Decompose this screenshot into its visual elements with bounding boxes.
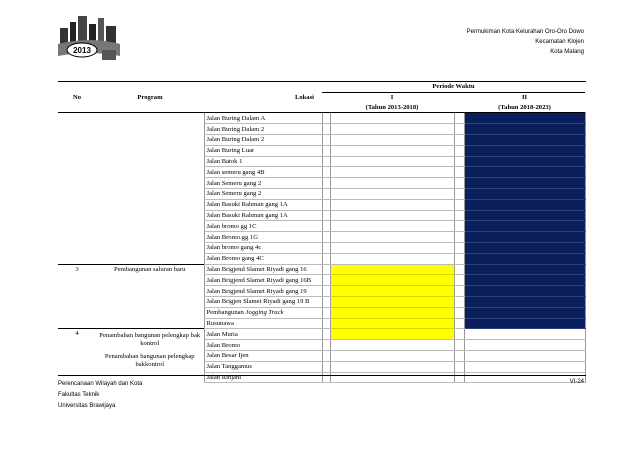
periode-1-cell [330, 134, 454, 145]
periode-2-cell [464, 232, 585, 243]
program-table [58, 82, 586, 383]
periode-2-cell [464, 253, 585, 264]
block-3-rows [58, 264, 585, 329]
table-row [58, 124, 585, 135]
periode-1-cell [330, 318, 454, 329]
lokasi-cell: Jalan Semeru gang 2 [204, 178, 322, 189]
periode-1-cell [330, 253, 454, 264]
program-name: Penambahan bangunan pelengkap bak kontrol [96, 329, 204, 351]
periode-2-cell [464, 145, 585, 156]
table-row [58, 210, 585, 221]
table-row [58, 156, 585, 167]
periode-1-cell [330, 275, 454, 286]
periode-2-cell [464, 210, 585, 221]
program-name: Penambahan bangunan pelengkap bakkontrol [104, 353, 195, 369]
page-header [467, 27, 584, 57]
col-p1-header: I [390, 94, 394, 102]
table-row [58, 296, 585, 307]
periode-1-cell [330, 329, 454, 340]
program-name: Pembangunan saluran baru [96, 264, 204, 275]
col-program-header: Program [137, 93, 163, 101]
lokasi-cell: Jalan Besar Ijen [204, 350, 322, 361]
lokasi-cell: Jalan Brigjend Slamet Riyadi gang 16B [204, 275, 322, 286]
table-row [58, 329, 585, 340]
header-line-2: Kecamatan Klojen [535, 39, 584, 45]
periode-1-cell [330, 210, 454, 221]
lokasi-cell: Jalan Bromo gg 1G [204, 232, 322, 243]
periode-2-cell [464, 340, 585, 351]
periode-2-cell [464, 178, 585, 189]
lokasi-cell: Jalan Buring Luar [204, 145, 322, 156]
page-number: VI-24 [569, 379, 584, 385]
periode-1-cell [330, 156, 454, 167]
lokasi-cell: Jalan Brigjen Slamet Riyadi gang 19 B [204, 296, 322, 307]
lokasi-cell: Jalan Rinjani [204, 372, 322, 383]
table-row [58, 134, 585, 145]
periode-2-cell [464, 113, 585, 124]
table-row [58, 113, 585, 124]
footer-divider [58, 375, 586, 376]
periode-1-cell [330, 221, 454, 232]
periode-1-cell [330, 232, 454, 243]
periode-2-cell [464, 264, 585, 275]
periode-1-cell [330, 145, 454, 156]
col-lokasi-header: Lokasi [294, 93, 314, 101]
lokasi-cell: Jalan bromo gg 1C [204, 221, 322, 232]
lokasi-cell: Jalan semeru gang 4B [204, 167, 322, 178]
lokasi-cell: Pembangunan Jogging Track [204, 307, 322, 318]
lokasi-cell: Jalan Buring Dalam A [204, 113, 322, 124]
row-number: 3 [58, 264, 96, 275]
periode-2-cell [464, 286, 585, 297]
header-line-3: Kota Malang [550, 49, 584, 55]
university-logo [58, 14, 120, 62]
lokasi-cell: Jalan Muria [204, 329, 322, 340]
periode-1-cell [330, 296, 454, 307]
periode-2-cell [464, 199, 585, 210]
periode-1-cell [330, 167, 454, 178]
table-row [58, 145, 585, 156]
table-row [58, 232, 585, 243]
table-row [58, 167, 585, 178]
periode-1-cell [330, 124, 454, 135]
periode-2-cell [464, 307, 585, 318]
periode-2-cell [464, 329, 585, 340]
periode-2-cell [464, 350, 585, 361]
periode-2-cell [464, 318, 585, 329]
row-number: 4 [58, 329, 96, 340]
periode-2-cell [464, 156, 585, 167]
table-row [58, 199, 585, 210]
lokasi-cell: Jalan Bromo [204, 340, 322, 351]
lokasi-cell: Jalan Tanggamus [204, 361, 322, 372]
table-row [58, 178, 585, 189]
periode-1-cell [330, 372, 454, 383]
periode-header: Periode Waktu [322, 82, 585, 92]
footer-line-1: Perencanaan Wilayah dan Kota [58, 381, 143, 387]
table-row [58, 286, 585, 297]
lokasi-cell: Jalan Basuki Rahman gang 1A [204, 199, 322, 210]
periode-1-cell [330, 286, 454, 297]
periode-2-cell [464, 167, 585, 178]
table-row [58, 275, 585, 286]
table-row [58, 318, 585, 329]
periode-2-cell [464, 296, 585, 307]
col-p2-header: II [521, 94, 528, 102]
lokasi-cell: Jalan Bromo gang 4C [204, 253, 322, 264]
lokasi-cell: Jalan bromo gang 4c [204, 242, 322, 253]
periode-2-cell [464, 124, 585, 135]
periode-2-cell [464, 361, 585, 372]
periode-1-cell [330, 307, 454, 318]
periode-1-cell [330, 178, 454, 189]
col-no-header: No [72, 93, 82, 101]
lokasi-cell: Jalan Brigjend Slamet Riyadi gang 19 [204, 286, 322, 297]
periode-2-cell [464, 242, 585, 253]
periode-2-cell [464, 275, 585, 286]
table-row [58, 264, 585, 275]
lokasi-cell: Jalan Buring Dalam 2 [204, 124, 322, 135]
logo-year: 2013 [73, 46, 91, 55]
periode-1-cell [330, 340, 454, 351]
lokasi-cell: Jalan Brigjend Slamet Riyadi gang 16 [204, 264, 322, 275]
lokasi-cell: Jalan Semeru gang 2 [204, 188, 322, 199]
periode-2-cell [464, 188, 585, 199]
periode-1-cell [330, 188, 454, 199]
periode-1-cell [330, 361, 454, 372]
periode-1-cell [330, 242, 454, 253]
col-p2-years: (Tahun 2018-2023) [498, 103, 551, 111]
periode-2-cell [464, 134, 585, 145]
periode-1-cell [330, 350, 454, 361]
periode-1-cell [330, 113, 454, 124]
header-line-1: Permukiman Kota Kelurahan Oro-Oro Dowo [466, 29, 584, 35]
table-row [58, 307, 585, 318]
block-1-rows [58, 113, 585, 264]
lokasi-cell: Jalan Basuki Rahman gang 1A [204, 210, 322, 221]
periode-2-cell [464, 372, 585, 383]
periode-1-cell [330, 264, 454, 275]
table-row [58, 350, 585, 361]
table-row [58, 242, 585, 253]
lokasi-cell: Rusunawa [204, 318, 322, 329]
footer-line-3: Universitas Brawijaya [58, 403, 116, 409]
col-p1-years: (Tahun 2013-2018) [365, 103, 419, 111]
lokasi-cell: Jalan Buring Dalam 2 [204, 134, 322, 145]
page-footer [58, 379, 142, 412]
table-row [58, 188, 585, 199]
periode-2-cell [464, 221, 585, 232]
periode-1-cell [330, 199, 454, 210]
footer-line-2: Fakultas Teknik [58, 392, 100, 398]
table-row [58, 221, 585, 232]
lokasi-cell: Jalan Batok 1 [204, 156, 322, 167]
table-row [58, 253, 585, 264]
